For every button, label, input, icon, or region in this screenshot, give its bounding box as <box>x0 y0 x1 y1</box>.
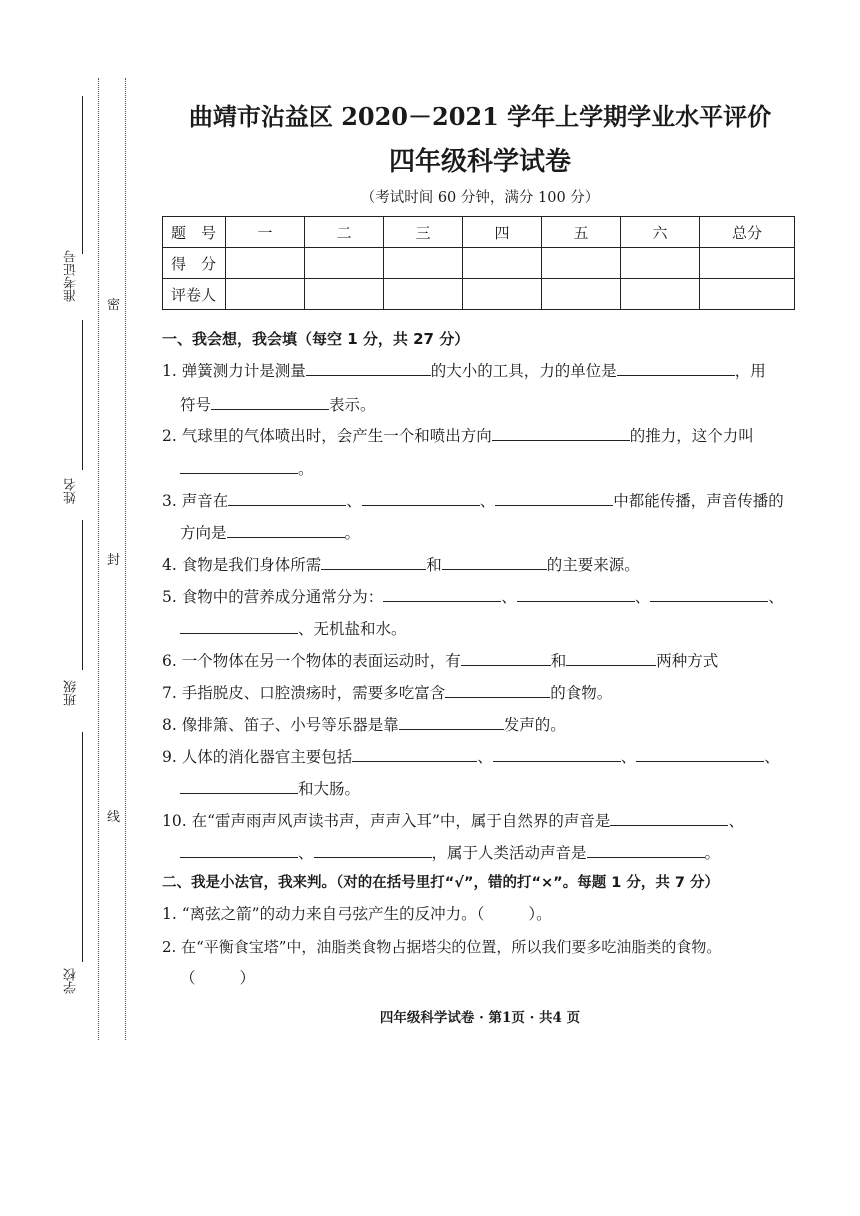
score-row <box>163 248 795 279</box>
row-label: 评卷人 <box>163 279 226 310</box>
seal-dotted-line-outer <box>98 78 99 1040</box>
answer-blank[interactable] <box>495 489 613 506</box>
score-cell[interactable] <box>542 248 621 279</box>
answer-blank[interactable] <box>383 585 501 602</box>
class-line <box>82 520 83 670</box>
answer-blank[interactable] <box>442 553 547 570</box>
question-10-line2: 、 ，属于人类活动声音是 。 <box>180 841 820 864</box>
seal-char-feng: 封 <box>107 553 121 568</box>
header-cell: 五 <box>542 217 621 248</box>
question-6: 6. 一个物体在另一个物体的表面运动时，有 和 两种方式 <box>162 649 802 672</box>
score-cell[interactable] <box>700 248 795 279</box>
seal-dotted-line-inner <box>125 78 126 1040</box>
answer-blank[interactable] <box>306 359 431 376</box>
grader-cell[interactable] <box>700 279 795 310</box>
answer-blank[interactable] <box>180 777 298 794</box>
answer-blank[interactable] <box>610 809 728 826</box>
question-9-line2: 和大肠。 <box>180 777 820 800</box>
judge-question-2-line1: 2. 在“平衡食宝塔”中，油脂类食物占据塔尖的位置，所以我们要多吃油脂类的食物。 <box>162 938 722 956</box>
answer-blank[interactable] <box>180 841 298 858</box>
answer-blank[interactable] <box>492 424 630 441</box>
score-table <box>162 216 795 310</box>
grader-cell[interactable] <box>305 279 384 310</box>
answer-blank[interactable] <box>650 585 768 602</box>
answer-blank[interactable] <box>445 681 550 698</box>
answer-blank[interactable] <box>228 489 346 506</box>
row-label: 得 分 <box>163 248 226 279</box>
school-label: 学校 <box>64 968 79 994</box>
score-cell[interactable] <box>305 248 384 279</box>
seal-char-xian: 线 <box>107 810 121 825</box>
exam-title: 曲靖市沾益区 2020－2021 学年上学期学业水平评价 <box>188 102 772 131</box>
answer-blank[interactable] <box>461 649 551 666</box>
grader-cell[interactable] <box>542 279 621 310</box>
answer-blank[interactable] <box>636 745 764 762</box>
header-cell: 四 <box>463 217 542 248</box>
grader-cell[interactable] <box>621 279 700 310</box>
question-5-line2: 、无机盐和水。 <box>180 617 820 640</box>
question-1-line2: 符号 表示。 <box>180 393 820 416</box>
question-3-line2: 方向是 。 <box>180 521 820 544</box>
question-8: 8. 像排箫、笛子、小号等乐器是靠 发声的。 <box>162 713 802 736</box>
header-cell: 一 <box>226 217 305 248</box>
question-2-line1: 2. 气球里的气体喷出时，会产生一个和喷出方向 的推力，这个力叫 <box>162 424 802 447</box>
answer-blank[interactable] <box>617 359 735 376</box>
answer-blank[interactable] <box>517 585 635 602</box>
header-cell: 二 <box>305 217 384 248</box>
school-line <box>82 732 83 962</box>
header-cell: 三 <box>384 217 463 248</box>
answer-blank[interactable] <box>566 649 656 666</box>
section2-heading: 二、我是小法官，我来判。（对的在括号里打“√”，错的打“×”。每题 1 分，共 7 分） <box>162 875 720 891</box>
answer-blank[interactable] <box>314 841 432 858</box>
score-cell[interactable] <box>384 248 463 279</box>
answer-blank[interactable] <box>362 489 480 506</box>
score-cell[interactable] <box>621 248 700 279</box>
question-1-line1: 1. 弹簧测力计是测量 的大小的工具，力的单位是 ，用 <box>162 359 802 382</box>
exam-subtitle: 四年级科学试卷 <box>388 147 571 177</box>
answer-blank[interactable] <box>211 393 329 410</box>
exam-note: （考试时间 60 分钟，满分 100 分） <box>360 190 600 206</box>
grader-row <box>163 279 795 310</box>
answer-blank[interactable] <box>227 521 345 538</box>
name-label: 姓名 <box>64 478 79 504</box>
question-3-line1: 3. 声音在 、 、 中都能传播，声音传播的 <box>162 489 802 512</box>
question-7: 7. 手指脱皮、口腔溃疡时，需要多吃富含 的食物。 <box>162 681 802 704</box>
exam-id-line <box>82 96 83 254</box>
question-10-line1: 10. 在“雷声雨声风声读书声，声声入耳”中，属于自然界的声音是 、 <box>162 809 802 832</box>
answer-blank[interactable] <box>321 553 426 570</box>
answer-blank[interactable] <box>180 457 298 474</box>
answer-blank[interactable] <box>180 617 298 634</box>
grader-cell[interactable] <box>226 279 305 310</box>
judge-question-1: 1. “离弦之箭”的动力来自弓弦产生的反冲力。（ ）。 <box>162 905 552 923</box>
section1-heading: 一、我会想，我会填（每空 1 分，共 27 分） <box>162 330 470 348</box>
grader-cell[interactable] <box>463 279 542 310</box>
answer-blank[interactable] <box>493 745 621 762</box>
header-cell: 六 <box>621 217 700 248</box>
score-table-header-row <box>163 217 795 248</box>
question-5-line1: 5. 食物中的营养成分通常分为： 、 、 、 <box>162 585 802 608</box>
question-4: 4. 食物是我们身体所需 和 的主要来源。 <box>162 553 802 576</box>
judge-question-2-line2: （ ） <box>180 969 256 987</box>
answer-blank[interactable] <box>352 745 477 762</box>
name-line <box>82 320 83 470</box>
seal-char-mi: 密 <box>107 298 121 313</box>
grader-cell[interactable] <box>384 279 463 310</box>
answer-blank[interactable] <box>399 713 504 730</box>
header-cell: 题 号 <box>163 217 226 248</box>
class-label: 班级 <box>64 680 79 706</box>
score-cell[interactable] <box>226 248 305 279</box>
question-9-line1: 9. 人体的消化器官主要包括 、 、 、 <box>162 745 802 768</box>
score-cell[interactable] <box>463 248 542 279</box>
page-footer: 四年级科学试卷 · 第1页 · 共4 页 <box>379 1010 581 1026</box>
answer-blank[interactable] <box>587 841 705 858</box>
exam-id-label: 准考证号 <box>64 250 79 302</box>
header-cell: 总分 <box>700 217 795 248</box>
question-2-line2: 。 <box>180 457 820 480</box>
